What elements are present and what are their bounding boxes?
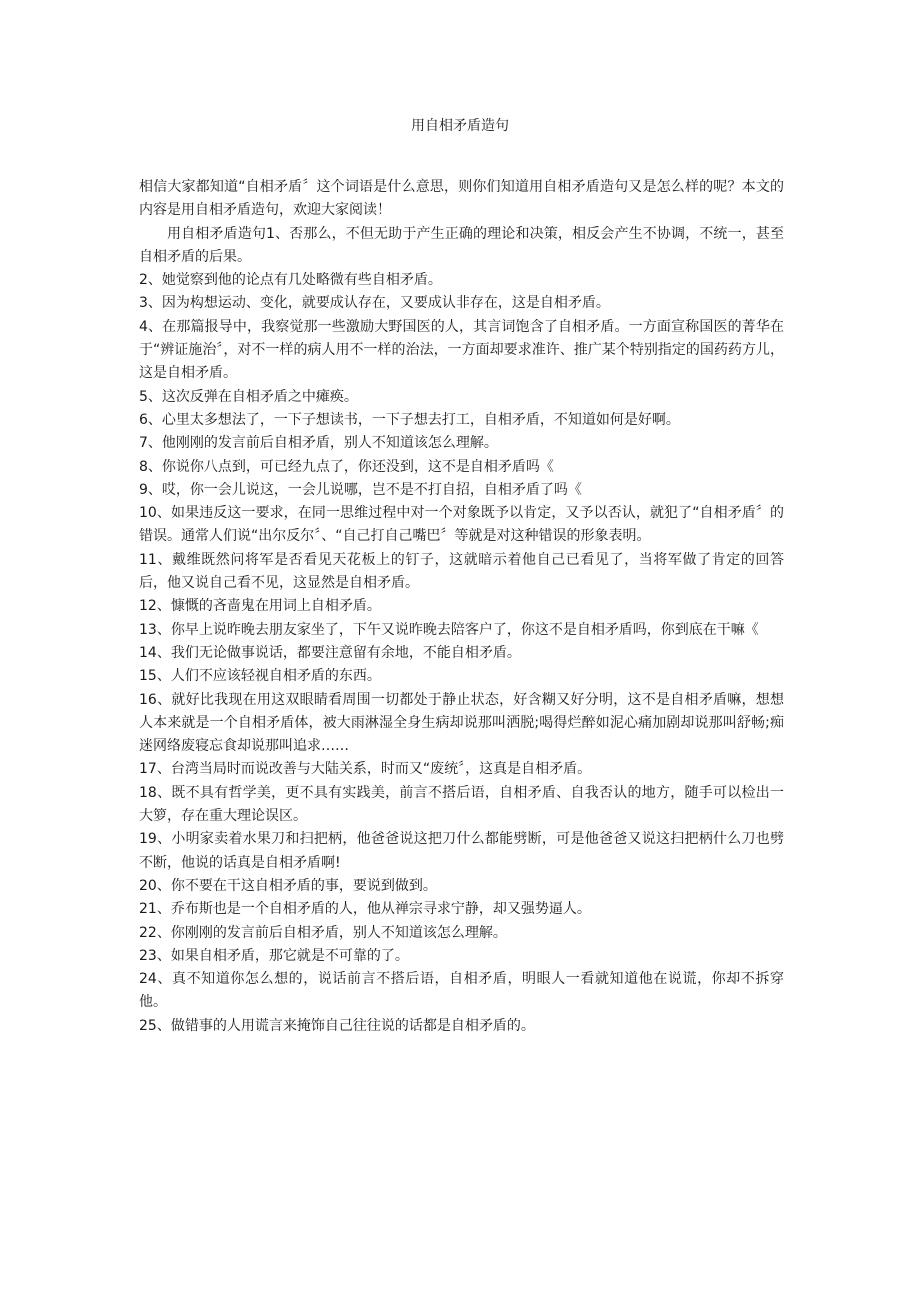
example-sentence-5: 5、这次反弹在自相矛盾之中瘫痪。 [139, 388, 358, 405]
example-sentence-13: 13、你早上说昨晚去朋友家坐了，下午又说昨晚去陪客户了，你这不是自相矛盾吗，你到底在干嘛《 [139, 621, 759, 638]
example-sentence-12: 12、慷慨的吝啬鬼在用词上自相矛盾。 [139, 598, 381, 615]
example-sentence-1: 用自相矛盾造句1、否那么，不但无助于产生正确的理论和决策，相反会产生不协调，不统一，甚至自相矛盾的后果。 [139, 225, 784, 265]
example-sentence-8: 8、你说你八点到，可已经九点了，你还没到，这不是自相矛盾吗《 [139, 458, 554, 475]
example-sentence-11: 11、戴维既然问将军是否看见天花板上的钉子，这就暗示着他自己已看见了，当将军做了肯定的回答后，他又说自己看不见，这显然是自相矛盾。 [139, 551, 784, 592]
example-sentence-20: 20、你不要在干这自相矛盾的事，要说到做到。 [139, 877, 437, 894]
example-sentence-23: 23、如果自相矛盾，那它就是不可靠的了。 [139, 947, 409, 964]
example-sentence-2: 2、她觉察到他的论点有几处略微有些自相矛盾。 [139, 272, 442, 289]
document-body [139, 176, 784, 1038]
example-sentence-3: 3、因为构想运动、变化，就要成认存在，又要成认非存在，这是自相矛盾。 [139, 295, 610, 312]
example-sentence-7: 7、他刚刚的发言前后自相矛盾，别人不知道该怎么理解。 [139, 435, 498, 452]
example-sentence-21: 21、乔布斯也是一个自相矛盾的人，他从禅宗寻求宁静，却又强势逼人。 [139, 901, 591, 918]
example-sentence-22: 22、你刚刚的发言前后自相矛盾，别人不知道该怎么理解。 [139, 924, 507, 941]
example-sentence-10: 10、如果违反这一要求，在同一思维过程中对一个对象既予以肯定，又予以否认，就犯了“自相矛盾〞的错误。通常人们说“出尔反尔〞、“自己打自己嘴巴〞等就是对这种错误的形象表明。 [139, 505, 784, 545]
example-sentence-9: 9、哎，你一会儿说这，一会儿说哪，岂不是不打自招，自相矛盾了吗《 [139, 481, 582, 498]
document-title: 用自相矛盾造句 [411, 118, 509, 134]
example-sentence-18: 18、既不具有哲学美，更不具有实践美，前言不搭后语，自相矛盾、自我否认的地方，随手可以检出一大箩，存在重大理论误区。 [139, 784, 784, 825]
intro-paragraph: 相信大家都知道“自相矛盾〞这个词语是什么意思，则你们知道用自相矛盾造句又是怎么样的呢？本文的内容是用自相矛盾造句，欢迎大家阅读！ [139, 179, 784, 219]
example-sentence-16: 16、就好比我现在用这双眼睛看周围一切都处于静止状态，好含糊又好分明，这不是自相矛盾嘛，想想人本来就是一个自相矛盾体，被大雨淋湿全身生病却说那叫洒脱;喝得烂醉如泥心痛加剧却说那叫舒畅;痴迷网络废寝忘食却说那叫追求…… [139, 691, 784, 755]
example-sentence-15: 15、人们不应该轻视自相矛盾的东西。 [139, 668, 381, 685]
example-sentence-19: 19、小明家卖着水果刀和扫把柄，他爸爸说这把刀什么都能劈断，可是他爸爸又说这扫把柄什么刀也劈不断，他说的话真是自相矛盾啊! [139, 831, 784, 871]
example-sentence-25: 25、做错事的人用谎言来掩饰自己往往说的话都是自相矛盾的。 [139, 1017, 535, 1034]
example-sentence-14: 14、我们无论做事说话，都要注意留有余地，不能自相矛盾。 [139, 644, 521, 661]
example-sentence-17: 17、台湾当局时而说改善与大陆关系，时而又“废统〞，这真是自相矛盾。 [139, 761, 592, 778]
example-sentence-24: 24、真不知道你怎么想的，说话前言不搭后语，自相矛盾，明眼人一看就知道他在说谎，你却不拆穿他。 [139, 971, 784, 1011]
example-sentence-6: 6、心里太多想法了，一下子想读书，一下子想去打工，自相矛盾，不知道如何是好啊。 [139, 411, 680, 428]
example-sentence-4: 4、在那篇报导中，我察觉那一些激励大野国医的人，其言词饱含了自相矛盾。一方面宣称国医的菁华在于“辨证施治〞，对不一样的病人用不一样的治法，一方面却要求准许、推广某个特别指定的国药药方儿，这是自相矛盾。 [139, 318, 784, 382]
